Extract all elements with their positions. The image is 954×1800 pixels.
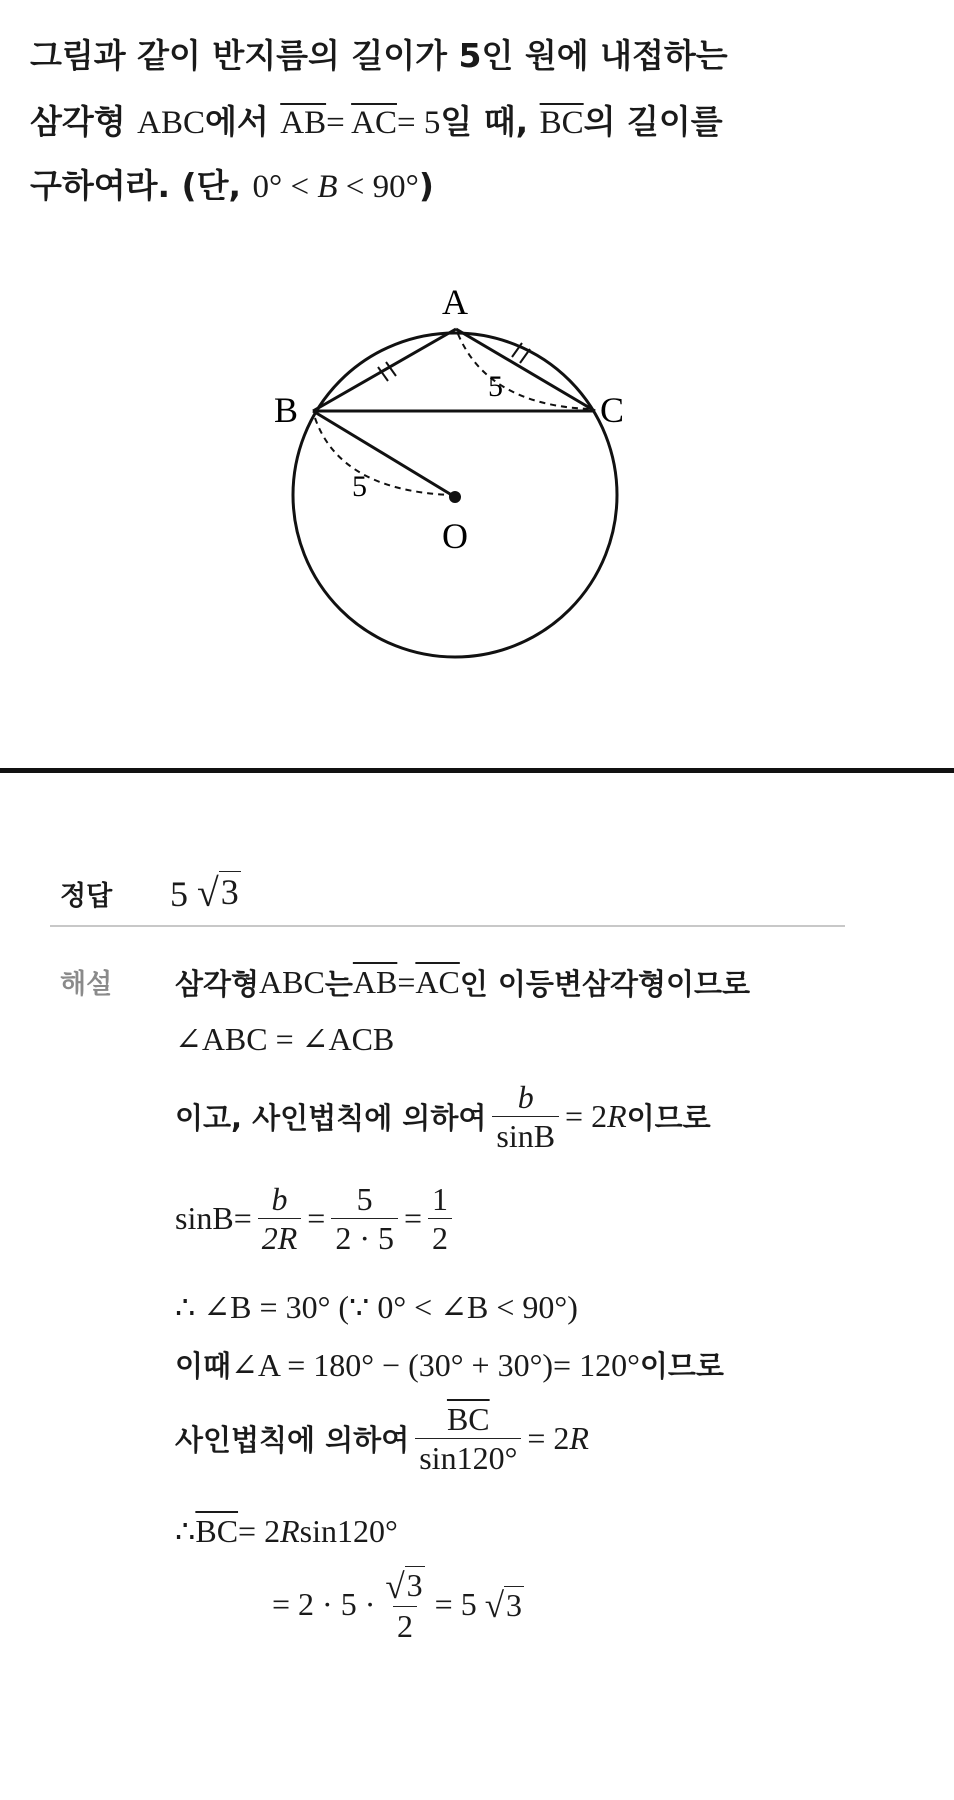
s3-den: sinB <box>492 1116 559 1153</box>
label-radius-5: 5 <box>352 470 367 503</box>
s4-f1-num: b <box>271 1181 288 1217</box>
answer-radicand: 3 <box>220 872 239 913</box>
s9-fraction <box>381 1566 428 1643</box>
s3-r: R <box>607 1098 627 1134</box>
q3-range-b: < 90° <box>337 169 419 205</box>
q2-eq-2: = 5 <box>396 105 441 141</box>
s1-text-a: 삼각형 <box>175 967 260 1001</box>
answer-row <box>60 868 241 918</box>
label-o: O <box>442 516 468 556</box>
s9-den: 2 <box>393 1606 417 1643</box>
label-a: A <box>442 282 468 322</box>
s8-eq: = 2 <box>238 1512 281 1549</box>
s4-frac-2 <box>331 1182 398 1255</box>
s3-num: b <box>517 1079 534 1115</box>
answer-value <box>170 871 241 915</box>
s3-text-b: 이므로 <box>626 1101 711 1135</box>
s4-f3-num: 1 <box>432 1181 449 1217</box>
s4-lhs: sinB= <box>175 1200 252 1236</box>
q3-text-a: 구하여라. (단, <box>30 166 253 205</box>
solution-line-9 <box>272 1566 524 1643</box>
s1-seg-ac: $\overline{AC}$ <box>415 964 460 1000</box>
s3-fraction <box>492 1080 559 1153</box>
q2-text-a: 삼각형 <box>30 102 138 141</box>
s7-text-a: 사인법칙에 의하여 <box>175 1423 410 1457</box>
answer-rule <box>50 925 845 927</box>
s8-therefore: ∴ <box>175 1513 196 1549</box>
q3-range-a: 0° < <box>252 169 318 205</box>
s4-eq-2: = <box>403 1200 423 1236</box>
s7-r: R <box>569 1420 589 1456</box>
s3-text-a: 이고, 사인법칙에 의하여 <box>175 1101 487 1135</box>
q2-seg-ac: $\overline{AC}$ <box>351 105 397 141</box>
q3-text-b: ) <box>418 166 434 205</box>
s9-num <box>381 1566 428 1606</box>
s7-eq: = 2 <box>527 1420 570 1456</box>
question-line-1 <box>30 36 728 76</box>
q2-seg-bc: $\overline{BC}$ <box>539 105 584 141</box>
q2-eq-1: = <box>326 105 352 141</box>
s6-text-b: 이므로 <box>639 1349 724 1383</box>
s8-sin: sin120° <box>299 1512 398 1549</box>
question-line-3 <box>30 166 434 207</box>
s2-angle-eq: ∠ABC = ∠ACB <box>175 1021 395 1057</box>
s7-fraction <box>415 1402 521 1475</box>
q2-abc: ABC <box>137 105 205 141</box>
s9-num-sqrt: √ 3 <box>385 1566 423 1606</box>
q2-text-c: 일 때, <box>440 102 540 141</box>
question-line-2 <box>30 102 723 143</box>
answer-coef: 5 <box>170 873 188 914</box>
s6-angle-a: ∠A = 180° − (30° + 30°)= 120° <box>231 1346 640 1383</box>
q3-var-b: B <box>317 169 338 205</box>
section-divider <box>0 768 954 773</box>
s7-num: $\overline{BC}$ <box>446 1401 490 1437</box>
s4-f2-den: 2 · 5 <box>331 1218 398 1255</box>
s1-abc: ABC <box>259 964 325 1000</box>
s4-eq-1: = <box>307 1200 326 1236</box>
s9-result-radicand: 3 <box>506 1586 523 1623</box>
s9-eq: = 5 <box>434 1585 477 1622</box>
question-text-1: 그림과 같이 반지름의 길이가 5인 원에 내접하는 <box>30 36 728 75</box>
solution-label: 해설 <box>60 969 113 1000</box>
segment-ab <box>313 329 456 411</box>
radius-ob <box>313 411 455 497</box>
s4-frac-3 <box>428 1182 452 1255</box>
solution-line-5 <box>175 1288 578 1326</box>
s9-num-radicand: 3 <box>406 1567 423 1603</box>
s4-frac-1 <box>258 1182 302 1255</box>
solution-line-1 <box>175 962 750 1003</box>
s5-angle-b: ∴ ∠B = 30° (∵ 0° < ∠B < 90°) <box>175 1289 578 1325</box>
solution-line-8 <box>175 1512 398 1550</box>
s8-seg-bc: $\overline{BC}$ <box>195 1512 239 1549</box>
solution-line-3 <box>175 1080 711 1153</box>
s1-eq: = <box>397 964 416 1000</box>
circle-figure <box>260 270 680 690</box>
s3-eq: = 2 <box>565 1098 608 1134</box>
solution-line-7 <box>175 1402 589 1475</box>
s9-result-sqrt: √ 3 <box>484 1586 523 1626</box>
q2-text-b: 에서 <box>204 102 281 141</box>
solution-line-4 <box>175 1182 458 1255</box>
s4-f1-den: 2R <box>258 1218 302 1255</box>
answer-sqrt: √ 3 <box>197 870 239 915</box>
s6-text-a: 이때 <box>175 1349 232 1383</box>
label-b: B <box>274 390 299 430</box>
center-point-o <box>449 491 461 503</box>
s7-den: sin120° <box>415 1438 521 1475</box>
s1-seg-ab: $\overline{AB}$ <box>352 964 398 1000</box>
q2-text-d: 의 길이를 <box>583 102 723 141</box>
answer-label: 정답 <box>60 880 113 912</box>
solution-line-6 <box>175 1344 724 1385</box>
s8-r: R <box>280 1512 300 1549</box>
segment-ac <box>456 329 595 411</box>
q2-seg-ab: $\overline{AB}$ <box>280 105 327 141</box>
s1-text-c: 인 이등변삼각형이므로 <box>459 967 751 1001</box>
s4-f2-num: 5 <box>356 1181 373 1217</box>
label-c: C <box>600 390 625 430</box>
s1-text-b: 는 <box>324 967 353 1001</box>
solution-line-2 <box>175 1020 394 1058</box>
label-side-5: 5 <box>488 370 503 403</box>
s4-f3-den: 2 <box>428 1218 452 1255</box>
s9-product: = 2 · 5 · <box>272 1585 376 1622</box>
